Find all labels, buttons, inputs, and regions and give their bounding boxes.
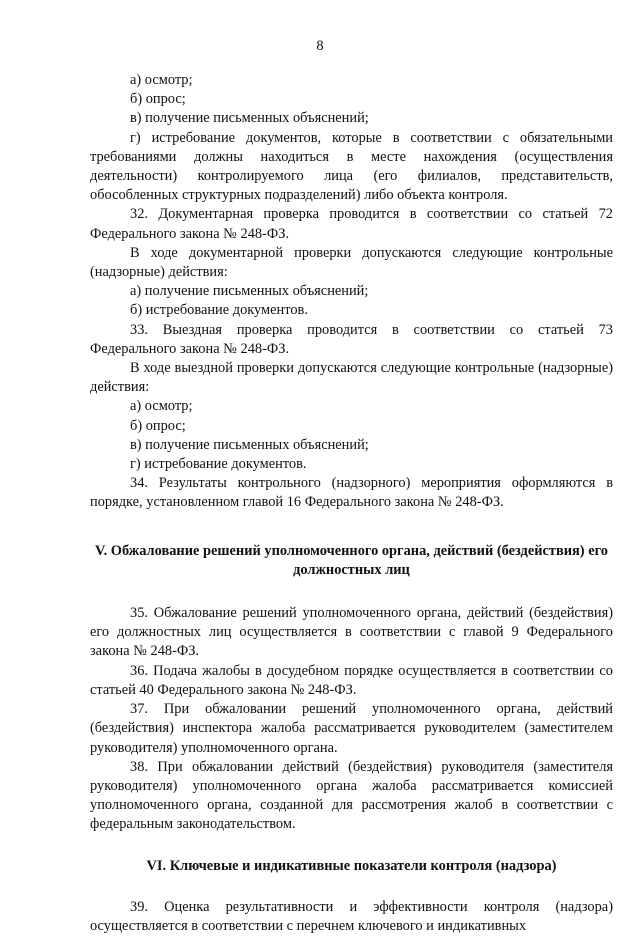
list-item-obyasneniya: в) получение письменных объяснений; (130, 110, 369, 127)
page-content (90, 71, 613, 936)
section-heading-v: V. Обжалование решений уполномоченного органа, действий (бездействия) его должностных лиц (95, 542, 608, 578)
paragraph-38: 38. При обжаловании действий (бездействия) руководителя (заместителя руководителя) уполномоченного органа жалоба рассматривается комиссией уполномоченного органа, созданной для рассмотрения жалоб в соответствии с федеральным законодательством. (90, 758, 613, 833)
paragraph-39: 39. Оценка результативности и эффективности контроля (надзора) осуществляется в соответствии с перечнем ключевого и индикативных (90, 898, 613, 934)
paragraph-36: 36. Подача жалобы в досудебном порядке осуществляется в соответствии со статьей 40 Федерального закона № 248-ФЗ. (90, 662, 613, 698)
list-item-opros: б) опрос; (130, 91, 186, 108)
page-number: 8 (316, 38, 324, 54)
section-heading-vi: VI. Ключевые и индикативные показатели контроля (надзора) (146, 857, 557, 874)
paragraph-34: 34. Результаты контрольного (надзорного) мероприятия оформляются в порядке, установленном главой 16 Федерального закона № 248-ФЗ. (90, 475, 613, 511)
paragraph-37: 37. При обжаловании решений уполномоченного органа, действий (бездействия) инспектора жалоба рассматривается руководителем (заместителем руководителя) уполномоченного органа. (90, 701, 613, 756)
spacer (90, 835, 613, 857)
list-item-osmotr: а) осмотр; (130, 72, 193, 88)
list-item-onsite-c: в) получение письменных объяснений; (130, 436, 369, 453)
list-item-onsite-d: г) истребование документов. (130, 456, 307, 473)
paragraph-35: 35. Обжалование решений уполномоченного органа, действий (бездействия) его должностных лиц осуществляется в соответствии с главой 9 Федерального закона № 248-ФЗ. (90, 605, 613, 660)
spacer (90, 876, 613, 898)
paragraph-33: 33. Выездная проверка проводится в соответствии со статьей 73 Федерального закона № 248-ФЗ. (90, 321, 613, 357)
spacer (90, 513, 613, 542)
list-item-istrebovanie-dokumentov: г) истребование документов, которые в соответствии с обязательными требованиями должны находиться в месте нахождения (осуществления деятельности) контролируемого лица (его филиалов, представительств, обособленных структурных подразделений) либо объекта контроля. (90, 129, 613, 204)
list-item-onsite-a: а) осмотр; (130, 398, 193, 415)
list-item-documentary-a: а) получение письменных объяснений; (130, 283, 369, 300)
paragraph-32: 32. Документарная проверка проводится в соответствии со статьей 72 Федерального закона № 248-ФЗ. (90, 206, 613, 242)
paragraph-onsite-actions-intro: В ходе выездной проверки допускаются следующие контрольные (надзорные) действия: (90, 360, 613, 396)
list-item-documentary-b: б) истребование документов. (130, 302, 308, 319)
spacer (90, 580, 613, 604)
paragraph-documentary-actions-intro: В ходе документарной проверки допускаются следующие контрольные (надзорные) действия: (90, 244, 613, 281)
list-item-onsite-b: б) опрос; (130, 417, 186, 434)
